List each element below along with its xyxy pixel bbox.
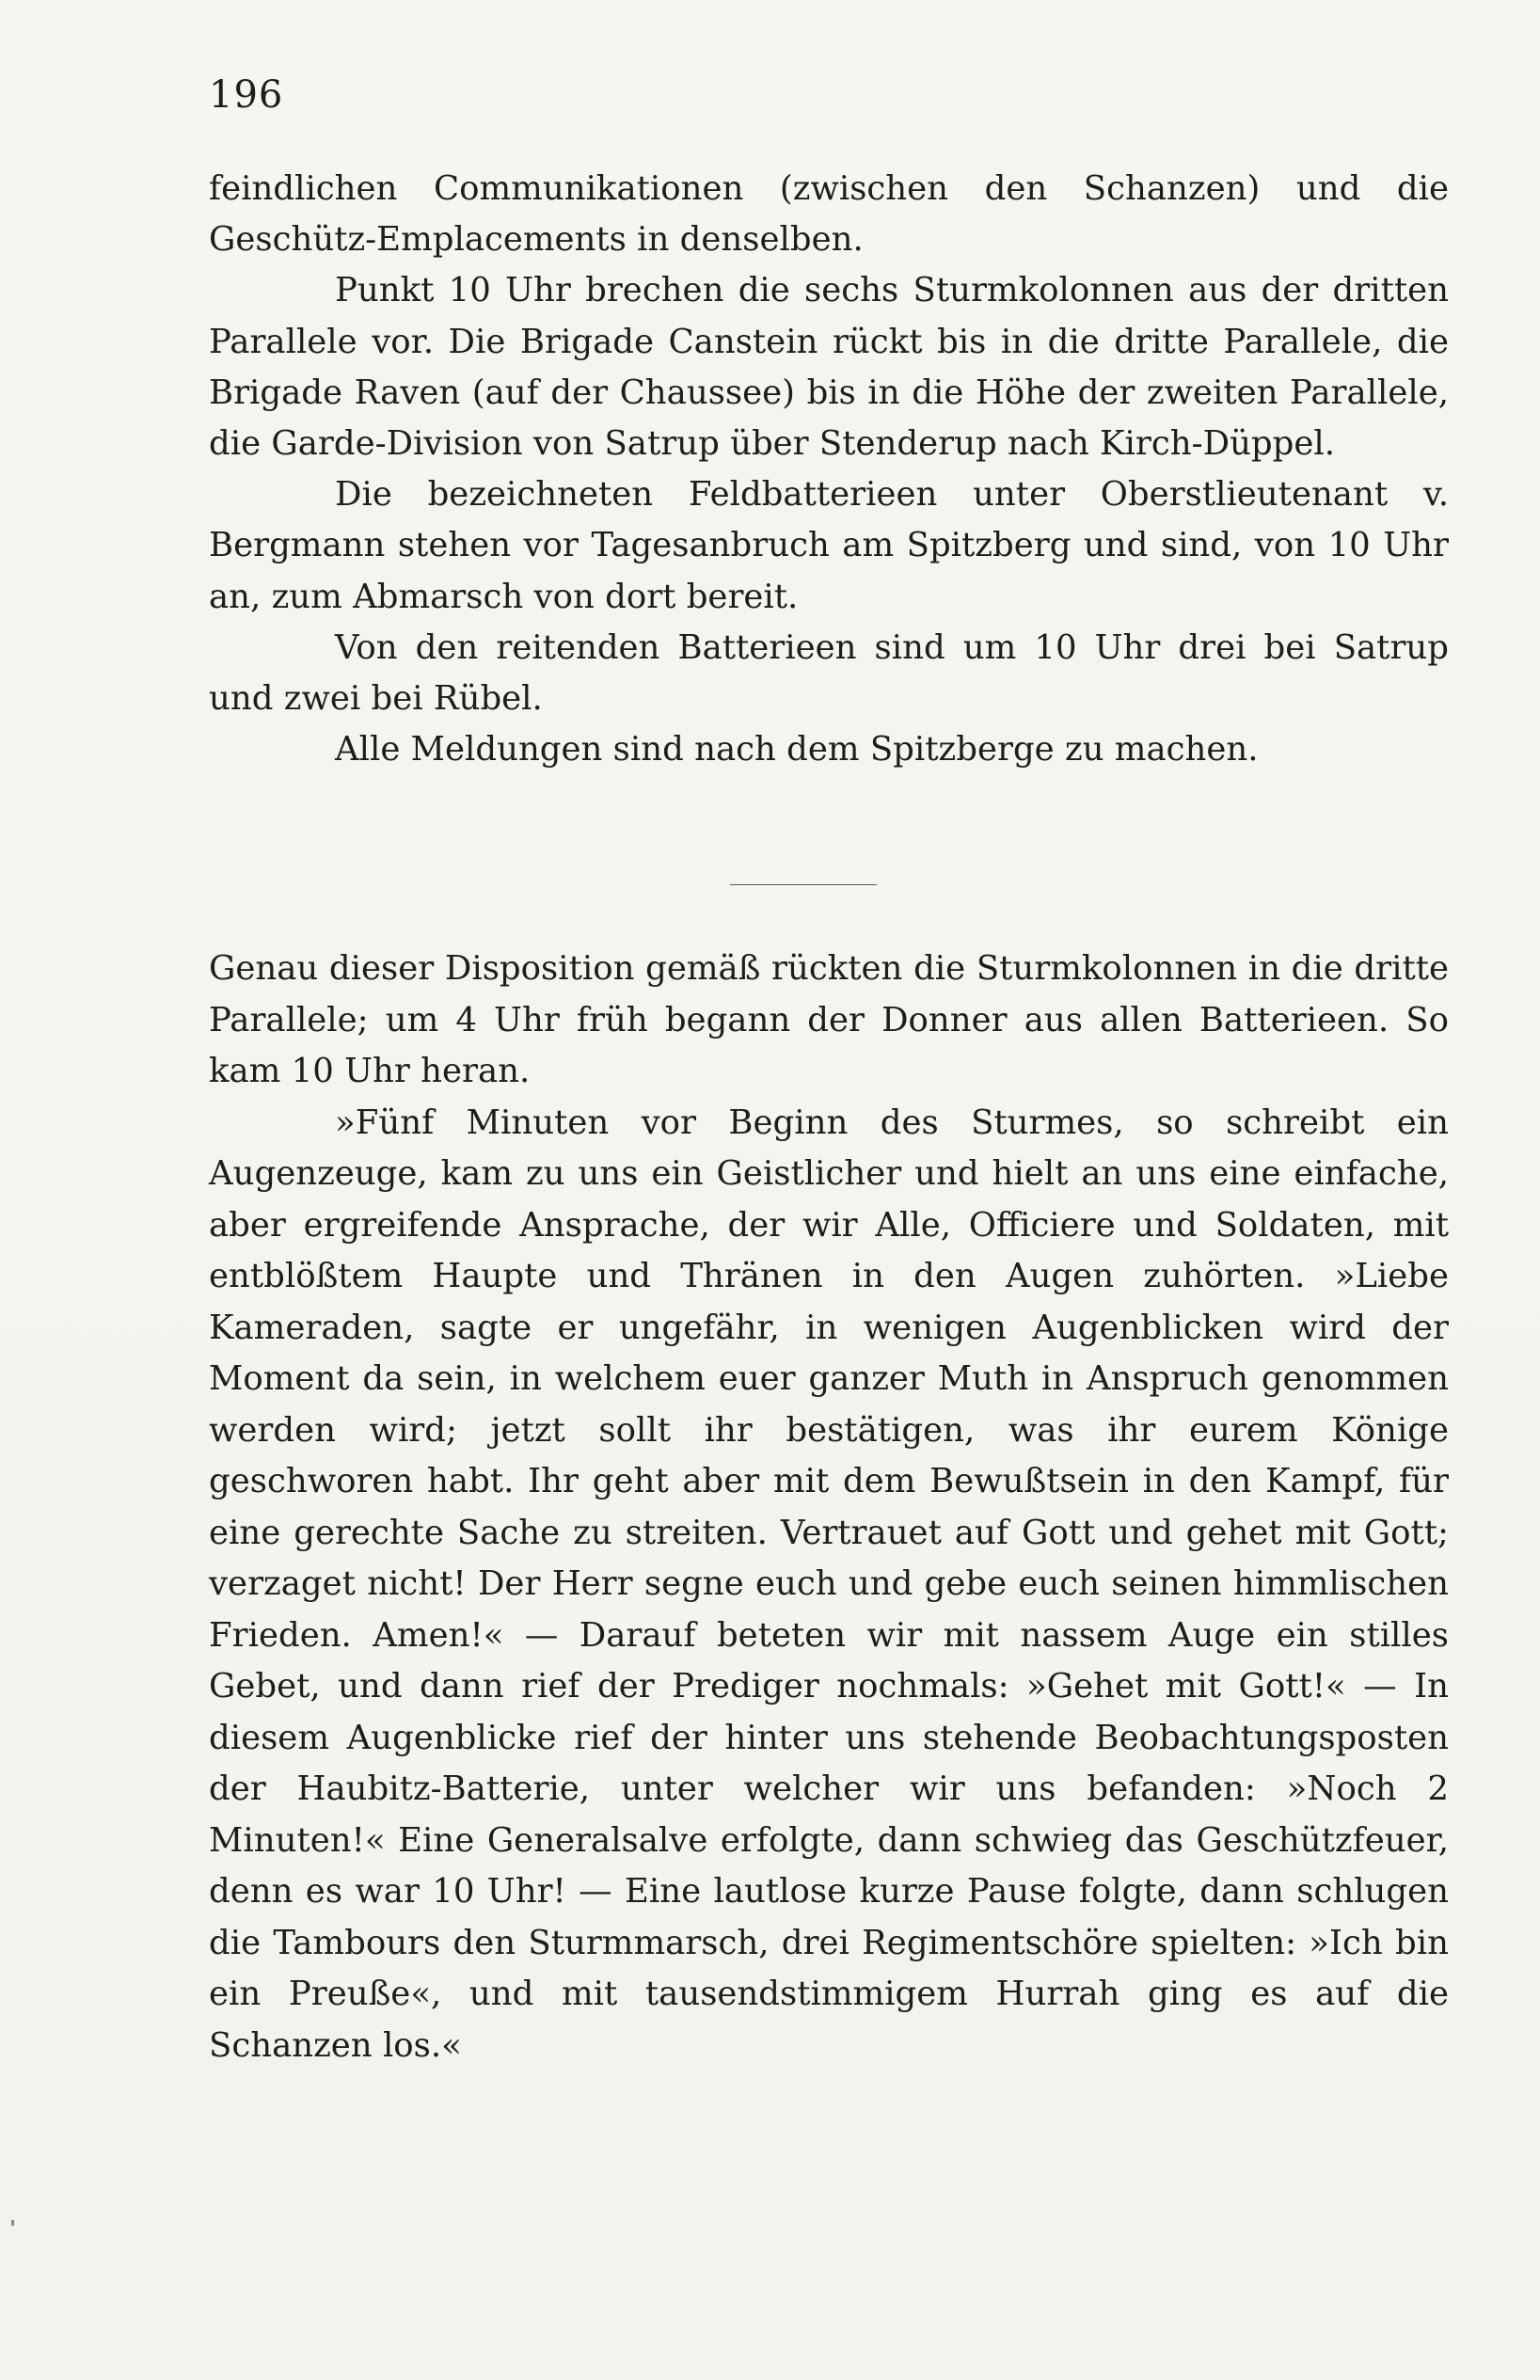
narrative-opening: Genau dieser Disposition gemäß rückten die Sturmkolonnen in die dritte Parallele; um 4 Uhr früh begann der Donner aus allen Batterieen. So kam 10 Uhr heran. bbox=[209, 949, 1449, 1090]
disposition-paragraph-2: Die bezeichneten Feldbatterieen unter Oberstlieutenant v. Bergmann stehen vor Tagesanbruch am Spitzberg und sind, von 10 Uhr an, zum Abmarsch von dort bereit. bbox=[209, 475, 1449, 616]
narrative-text bbox=[209, 944, 1449, 2071]
disposition-text bbox=[209, 164, 1449, 775]
narrative-eyewitness-account: »Fünf Minuten vor Beginn des Sturmes, so schreibt ein Augenzeuge, kam zu uns ein Geistlicher und hielt an uns eine einfache, aber ergreifende Ansprache, der wir Alle, Officiere und Soldaten, mit entblößtem Haupte und Thränen in den Augen zuhörten. »Liebe Kameraden, sagte er ungefähr, in wenigen Augenblicken wird der Moment da sein, in welchem euer ganzer Muth in Anspruch genommen werden wird; jetzt sollt ihr bestätigen, was ihr eurem Könige geschworen habt. Ihr geht aber mit dem Bewußtsein in den Kampf, für eine gerechte Sache zu streiten. Vertrauet auf Gott und gehet mit Gott; verzaget nicht! Der Herr segne euch und gebe euch seinen himmlischen Frieden. Amen!« — Darauf beteten wir mit nassem Auge ein stilles Gebet, und dann rief der Prediger nochmals: »Gehet mit Gott!« — In diesem Augenblicke rief der hinter uns stehende Beobachtungsposten der Haubitz-Batterie, unter welcher wir uns befanden: »Noch 2 Minuten!« Eine Generalsalve erfolgte, dann schwieg das Geschützfeuer, denn es war 10 Uhr! — Eine lautlose kurze Pause folgte, dann schlugen die Tambours den Sturmmarsch, drei Regimentschöre spielten: »Ich bin ein Preuße«, und mit tausendstimmigem Hurrah ging es auf die Schanzen los.« bbox=[209, 1103, 1449, 2065]
disposition-paragraph-3: Von den reitenden Batterieen sind um 10 Uhr drei bei Satrup und zwei bei Rübel. bbox=[209, 627, 1449, 719]
disposition-paragraph-4: Alle Meldungen sind nach dem Spitzberge zu machen. bbox=[335, 730, 1259, 770]
disposition-paragraph-1: Punkt 10 Uhr brechen die sechs Sturmkolonnen aus der dritten Parallele vor. Die Brigade Canstein rückt bis in die dritte Parallele, die Brigade Raven (auf der Chaussee) bis in die Höhe der zweiten Parallele, die Garde-Division von Satrup über Stenderup nach Kirch-Düppel. bbox=[209, 271, 1449, 464]
page-number: 196 bbox=[209, 73, 284, 117]
page-speck bbox=[11, 2220, 14, 2226]
section-divider bbox=[730, 884, 877, 885]
disposition-continuation: feindlichen Communikationen (zwischen den Schanzen) und die Geschütz-Emplacements in denselben. bbox=[209, 169, 1449, 260]
